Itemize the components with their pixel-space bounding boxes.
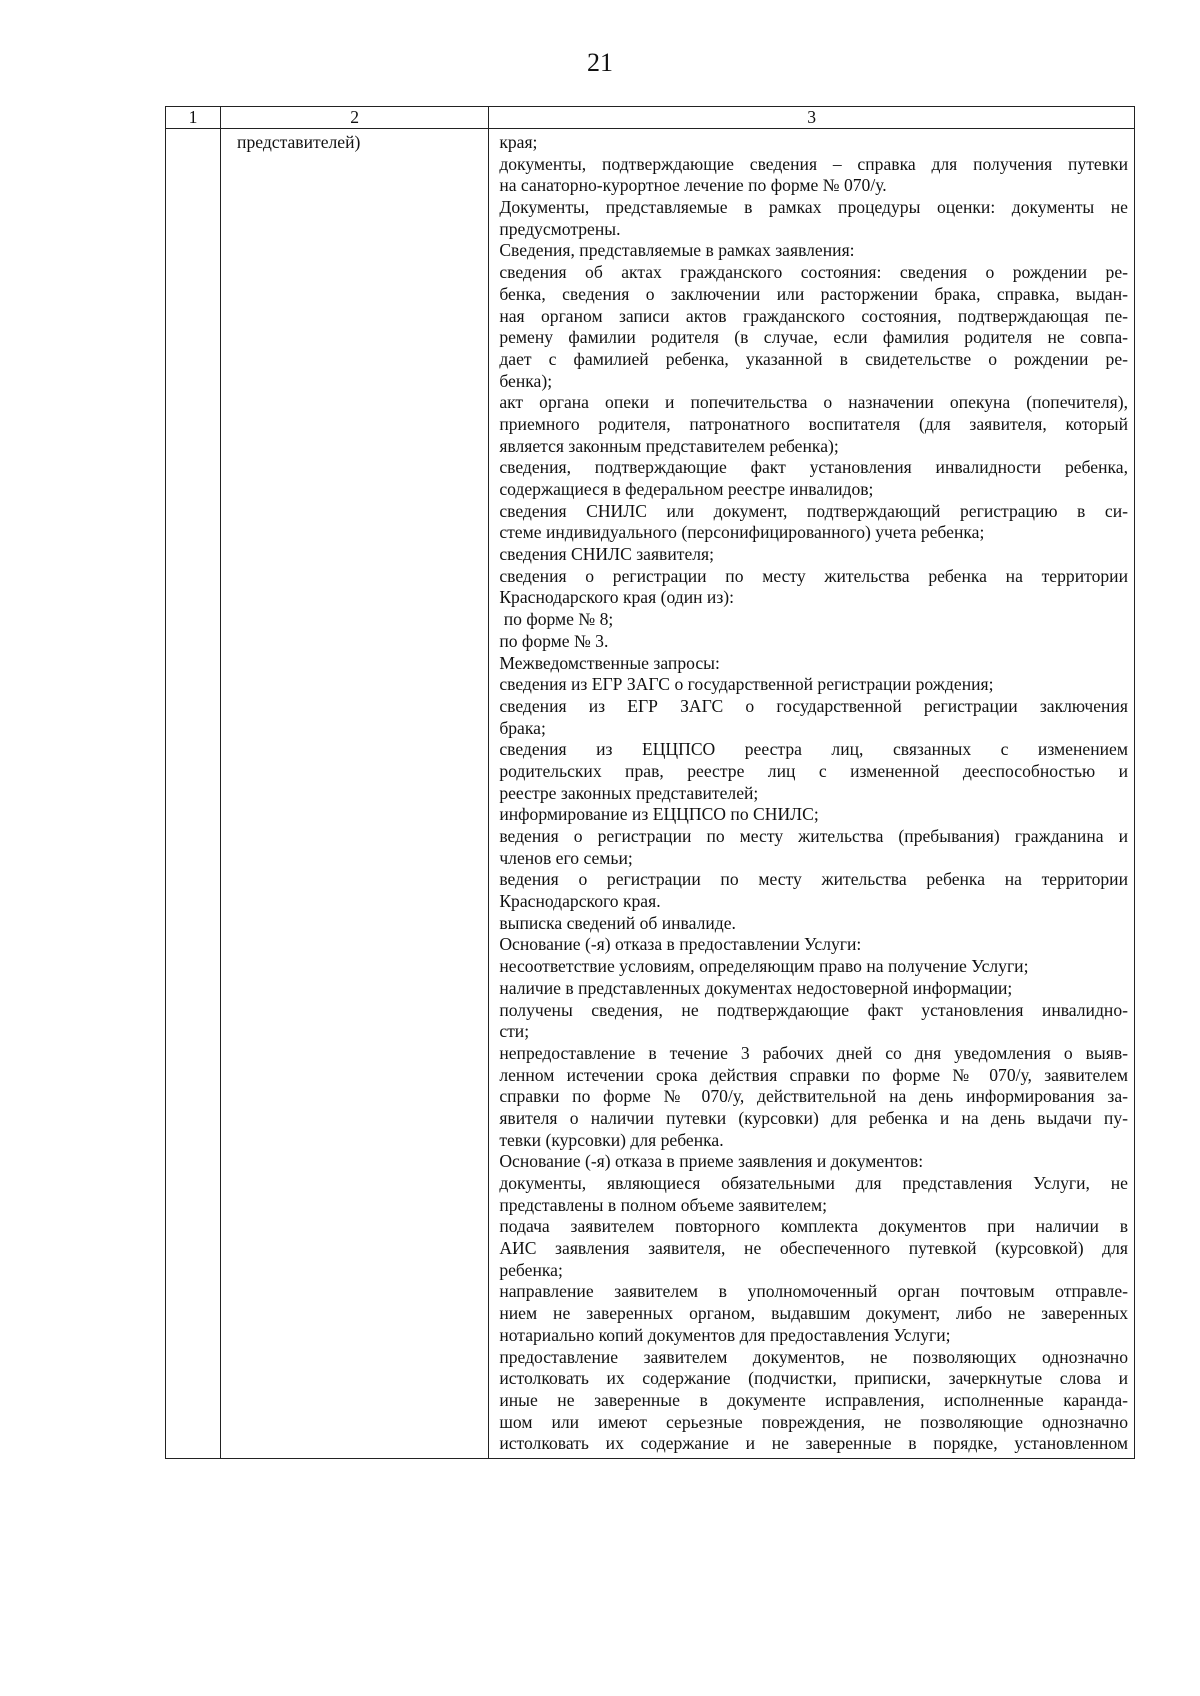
text-line: выписка сведений об инвалиде.: [499, 912, 736, 933]
text-line: нотариально копий документов для предоставления Услуги;: [499, 1324, 951, 1345]
text-line: Краснодарского края.: [499, 891, 661, 912]
text-line: нием не заверенных органом, выдавшим документ, либо не заверенных: [499, 1303, 1128, 1324]
text-line: ведения о регистрации по месту жительства (пребывания) гражданина и: [499, 826, 1128, 846]
text-line: сведения из ЕГР ЗАГС о государственной регистрации заключения: [499, 695, 1128, 716]
text-line: сведения из ЕЦЦПСО реестра лиц, связанных с изменением: [499, 739, 1128, 760]
text-line: бенка);: [499, 370, 553, 391]
text-line: акт органа опеки и попечительства о назначении опекуна (попечителя),: [499, 392, 1128, 413]
cell-col2: представителей): [221, 129, 489, 1459]
cell-col3: [489, 129, 1135, 1459]
text-line: непредоставление в течение 3 рабочих дней со дня уведомления о выяв-: [499, 1042, 1128, 1063]
text-line: края;: [499, 132, 538, 152]
text-line: предоставление заявителем документов, не позволяющих однозначно: [499, 1346, 1128, 1367]
text-line: ведения о регистрации по месту жительства ребенка на территории: [499, 869, 1128, 890]
text-line: родительских прав, реестре лиц с измененной дееспособностью и: [499, 760, 1128, 781]
text-line: шом или имеют серьезные повреждения, не позволяющие однозначно: [499, 1411, 1128, 1432]
text-line: документы, являющиеся обязательными для представления Услуги, не: [499, 1173, 1128, 1193]
table-row: [166, 129, 1135, 1459]
text-line: Краснодарского края (один из):: [499, 587, 735, 608]
text-line: ребенка;: [499, 1259, 563, 1280]
text-line: ремену фамилии родителя (в случае, если фамилия родителя не совпа-: [499, 327, 1128, 348]
text-line: на санаторно-курортное лечение по форме № 070/у.: [499, 175, 887, 196]
text-line: реестре законных представителей;: [499, 782, 759, 803]
text-line: сведения из ЕГР ЗАГС о государственной регистрации рождения;: [499, 674, 994, 695]
column-header-2: 2: [221, 107, 489, 129]
text-line: представлены в полном объеме заявителем;: [499, 1194, 827, 1215]
text-line: сведения СНИЛС или документ, подтверждающий регистрацию в си-: [499, 500, 1128, 521]
text-line: сведения СНИЛС заявителя;: [499, 544, 715, 565]
text-line: получены сведения, не подтверждающие факт установления инвалидно-: [499, 999, 1128, 1020]
text-line: информирование из ЕЦЦПСО по СНИЛС;: [499, 804, 819, 825]
column-header-3: 3: [489, 107, 1135, 129]
text-line: истолковать их содержание и не заверенные в порядке, установленном: [499, 1433, 1128, 1454]
text-line: подача заявителем повторного комплекта документов при наличии в: [499, 1216, 1128, 1237]
text-line: истолковать их содержание (подчистки, приписки, зачеркнутые слова и: [499, 1368, 1128, 1389]
text-line: приемного родителя, патронатного воспитателя (для заявителя, который: [499, 413, 1128, 434]
text-line: наличие в представленных документах недостоверной информации;: [499, 977, 1013, 998]
text-line: АИС заявления заявителя, не обеспеченного путевкой (курсовкой) для: [499, 1238, 1128, 1259]
text-line: бенка, сведения о заключении или расторжении брака, справка, выдан-: [499, 283, 1128, 304]
text-line: Документы, представляемые в рамках процедуры оценки: документы не: [499, 197, 1128, 218]
text-line: Сведения, представляемые в рамках заявления:: [499, 240, 855, 261]
text-line: Межведомственные запросы:: [499, 652, 720, 673]
text-line: ная органом записи актов гражданского состояния, подтверждающая пе-: [499, 305, 1128, 326]
text-line: стеме индивидуального (персонифицированного) учета ребенка;: [499, 522, 985, 543]
text-line: иные не заверенные в документе исправления, исполненные каранда-: [499, 1389, 1128, 1410]
table-header-row: [166, 107, 1135, 129]
text-line: несоответствие условиям, определяющим право на получение Услуги;: [499, 956, 1029, 977]
text-line: является законным представителем ребенка);: [499, 435, 839, 456]
text-line: членов его семьи;: [499, 847, 633, 868]
text-line: Основание (-я) отказа в приеме заявления и документов:: [499, 1151, 924, 1172]
page-number: 21: [587, 48, 613, 77]
text-line: справки по форме № 070/у, действительной на день информирования за-: [499, 1086, 1128, 1107]
cell-col1: [166, 129, 221, 1459]
text-line: дает с фамилией ребенка, указанной в свидетельстве о рождении ре-: [499, 348, 1128, 369]
text-line: явителя о наличии путевки (курсовки) для ребенка и на день выдачи пу-: [499, 1107, 1128, 1128]
text-line: сведения о регистрации по месту жительства ребенка на территории: [499, 565, 1128, 586]
text-line: сведения, подтверждающие факт установления инвалидности ребенка,: [499, 457, 1128, 478]
text-line: брака;: [499, 717, 546, 738]
column-header-1: 1: [166, 107, 221, 129]
text-line: сти;: [499, 1021, 530, 1042]
text-line: по форме № 8;: [499, 609, 614, 630]
text-line: тевки (курсовки) для ребенка.: [499, 1129, 724, 1150]
text-line: сведения об актах гражданского состояния: сведения о рождении ре-: [499, 262, 1128, 283]
document-table: [165, 106, 1135, 1459]
text-line: документы, подтверждающие сведения – справка для получения путевки: [499, 153, 1128, 174]
text-line: предусмотрены.: [499, 218, 621, 239]
text-line: по форме № 3.: [499, 630, 609, 651]
text-line: содержащиеся в федеральном реестре инвалидов;: [499, 479, 874, 499]
text-line: ленном истечении срока действия справки по форме № 070/у, заявителем: [499, 1064, 1128, 1085]
text-line: направление заявителем в уполномоченный орган почтовым отправле-: [499, 1281, 1128, 1302]
text-line: Основание (-я) отказа в предоставлении Услуги:: [499, 934, 862, 955]
